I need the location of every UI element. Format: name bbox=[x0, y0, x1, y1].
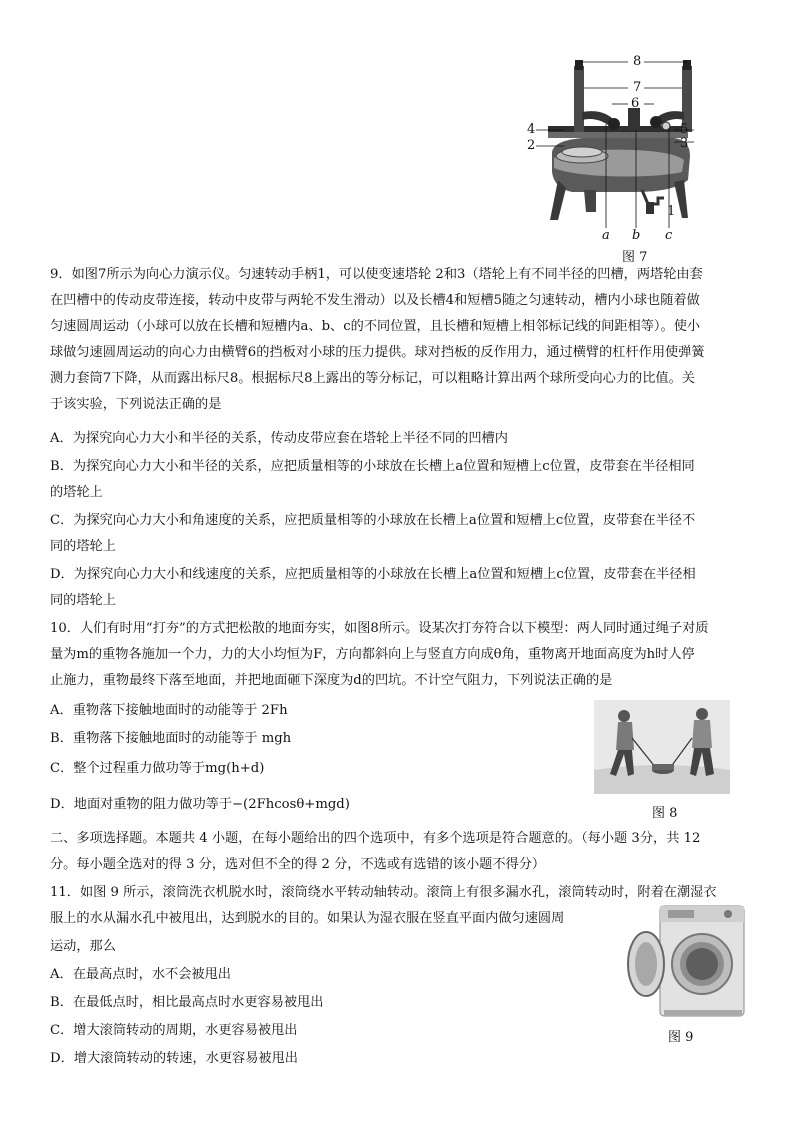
figure-7 bbox=[524, 52, 694, 247]
section2-line-1: 二、多项选择题。本题共 4 小题，在每小题给出的四个选项中，有多个选项是符合题意的。（每小题 3分，共 12 bbox=[50, 831, 701, 846]
q11-option-c: C．增大滚筒转动的周期，水更容易被甩出 bbox=[50, 1023, 298, 1038]
label-1: 1 bbox=[667, 204, 676, 219]
q9-option-b: B．为探究向心力大小和半径的关系，应把质量相等的小球放在长槽上a位置和短槽上c位置，皮带套在半径相同 bbox=[50, 459, 695, 474]
q9-option-c: C．为探究向心力大小和角速度的关系，应把质量相等的小球放在长槽上a位置和短槽上c位置，皮带套在半径不 bbox=[50, 513, 696, 528]
q10-line-3: 止施力，重物最终下落至地面，并把地面砸下深度为d的凹坑。不计空气阻力，下列说法正确的是 bbox=[50, 673, 613, 688]
q10-line-1: 10．人们有时用“打夯”的方式把松散的地面夯实，如图8所示。设某次打夯符合以下模型：两人同时通过绳子对质 bbox=[50, 621, 709, 636]
q11-line-2: 服上的水从漏水孔中被甩出，达到脱水的目的。如果认为湿衣服在竖直平面内做匀速圆周 bbox=[50, 911, 565, 926]
label-4: 4 bbox=[527, 122, 536, 137]
q11-option-a: A．在最高点时，水不会被甩出 bbox=[50, 967, 231, 982]
q9-line-2: 在凹槽中的传动皮带连接，转动中皮带与两轮不发生滑动）以及长槽4和短槽5随之匀速转动，槽内小球也随着做 bbox=[50, 293, 700, 308]
q10-option-d: D．地面对重物的阻力做功等于−(2Fhcosθ+mgd) bbox=[50, 797, 350, 812]
label-a: a bbox=[602, 228, 610, 243]
figure-9-caption: 图 9 bbox=[668, 1030, 694, 1045]
figure-9 bbox=[624, 902, 748, 1020]
figure-8 bbox=[594, 700, 730, 794]
q11-option-b: B．在最低点时，相比最高点时水更容易被甩出 bbox=[50, 995, 324, 1010]
label-b: b bbox=[632, 228, 641, 243]
q11-line-3: 运动，那么 bbox=[50, 939, 116, 954]
q11-option-d: D．增大滚筒转动的转速，水更容易被甩出 bbox=[50, 1051, 298, 1066]
label-7: 7 bbox=[633, 80, 642, 95]
q9-line-6: 于该实验，下列说法正确的是 bbox=[50, 397, 222, 412]
q9-option-b-cont: 的塔轮上 bbox=[50, 485, 103, 500]
label-3: 3 bbox=[680, 136, 689, 151]
label-8: 8 bbox=[633, 54, 642, 69]
section2-line-2: 分。每小题全选对的得 3 分，选对但不全的得 2 分，不选或有选错的该小题不得分） bbox=[50, 857, 546, 872]
q10-option-b: B．重物落下接触地面时的动能等于 mgh bbox=[50, 731, 292, 746]
label-2: 2 bbox=[527, 138, 536, 153]
label-6: 6 bbox=[631, 96, 640, 111]
q10-option-c: C．整个过程重力做功等于mg(h+d) bbox=[50, 761, 265, 776]
q9-line-4: 球做匀速圆周运动的向心力由横臂6的挡板对小球的压力提供。球对挡板的反作用力，通过横臂的杠杆作用使弹簧 bbox=[50, 345, 705, 360]
q9-line-3: 匀速圆周运动（小球可以放在长槽和短槽内a、b、c的不同位置，且长槽和短槽上相邻标记线的间距相等）。使小 bbox=[50, 319, 701, 334]
q9-option-c-cont: 同的塔轮上 bbox=[50, 539, 116, 554]
q9-option-a: A．为探究向心力大小和半径的关系，传动皮带应套在塔轮上半径不同的凹槽内 bbox=[50, 431, 508, 446]
q10-option-a: A．重物落下接触地面时的动能等于 2Fh bbox=[50, 703, 288, 718]
figure-7-caption: 图 7 bbox=[622, 250, 648, 265]
q9-line-5: 测力套筒7下降，从而露出标尺8。根据标尺8上露出的等分标记，可以粗略计算出两个球所受向心力的比值。关 bbox=[50, 371, 695, 386]
q9-option-d-cont: 同的塔轮上 bbox=[50, 593, 116, 608]
q9-line-1: 9．如图7所示为向心力演示仪。匀速转动手柄1，可以使变速塔轮 2和3（塔轮上有不同半径的凹槽，两塔轮由套 bbox=[50, 267, 703, 282]
label-c: c bbox=[665, 228, 673, 243]
q10-line-2: 量为m的重物各施加一个力，力的大小均恒为F，方向都斜向上与竖直方向成θ角，重物离开地面高度为h时人停 bbox=[50, 647, 695, 662]
washing-machine-illustration bbox=[624, 902, 748, 1020]
q11-line-1: 11．如图 9 所示，滚筒洗衣机脱水时，滚筒绕水平转动轴转动。滚筒上有很多漏水孔，滚筒转动时，附着在潮湿衣 bbox=[50, 885, 717, 900]
figure-8-caption: 图 8 bbox=[652, 806, 678, 821]
tamping-illustration bbox=[594, 700, 730, 794]
q9-option-d: D．为探究向心力大小和线速度的关系，应把质量相等的小球放在长槽上a位置和短槽上c位置，皮带套在半径相 bbox=[50, 567, 696, 582]
label-5: 5 bbox=[680, 122, 689, 137]
